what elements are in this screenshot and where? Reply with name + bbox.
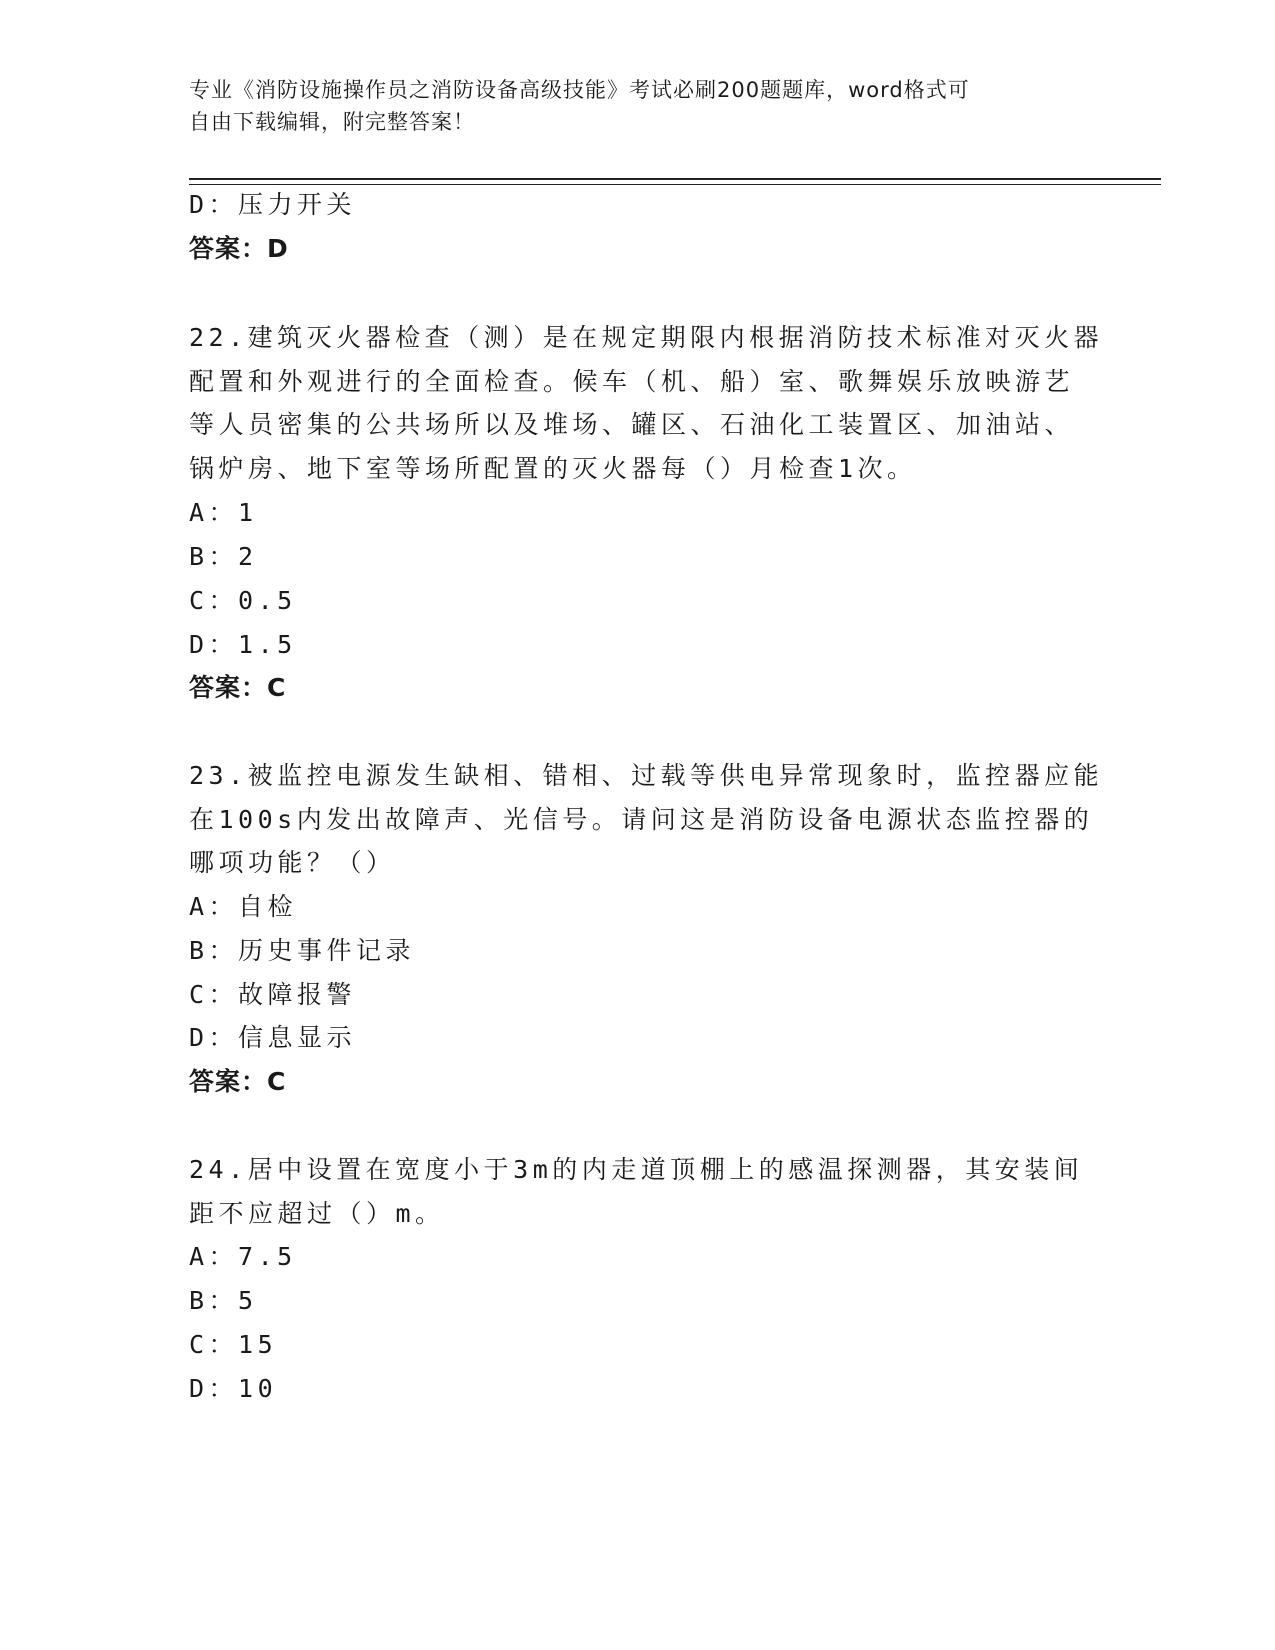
question-23-stem-line-2: 在100s内发出故障声、光信号。请问这是消防设备电源状态监控器的: [189, 805, 1094, 834]
question-24-option-a: A：7.5: [189, 1242, 297, 1271]
question-22-option-c: C：0.5: [189, 586, 297, 615]
question-23-option-c: C：故障报警: [189, 980, 357, 1009]
question-24-option-d: D：10: [189, 1374, 278, 1403]
header-rule-thin: [189, 184, 1161, 185]
question-22-option-a: A：1: [189, 498, 258, 527]
question-23-stem-line-1: 23.被监控电源发生缺相、错相、过载等供电异常现象时，监控器应能: [189, 761, 1104, 790]
answer-text: 答案：D: [189, 234, 289, 263]
question-23-stem-line-3: 哪项功能？（）: [189, 848, 396, 877]
question-22-stem-line-3: 等人员密集的公共场所以及堆场、罐区、石油化工装置区、加油站、: [189, 410, 1075, 439]
question-22-option-b: B：2: [189, 542, 258, 571]
question-24-option-c: C：15: [189, 1330, 278, 1359]
option-d: D：压力开关: [189, 190, 357, 219]
question-23-option-b: B：历史事件记录: [189, 936, 416, 965]
question-23-option-a: A：自检: [189, 892, 298, 921]
question-22-answer: 答案：C: [189, 673, 287, 702]
header-line-1: 专业《消防设施操作员之消防设备高级技能》考试必刷200题题库，word格式可: [189, 78, 970, 102]
page-header: [189, 74, 1089, 138]
question-23-option-d: D：信息显示: [189, 1023, 357, 1052]
header-line-2: 自由下载编辑，附完整答案！: [189, 110, 475, 134]
question-22-stem-line-2: 配置和外观进行的全面检查。候车（机、船）室、歌舞娱乐放映游艺: [189, 367, 1075, 396]
header-rule-thick: [189, 178, 1161, 180]
question-24-stem-line-1: 24.居中设置在宽度小于3m的内走道顶棚上的感温探测器，其安装间: [189, 1155, 1084, 1184]
question-24-stem-line-2: 距不应超过（）m。: [189, 1199, 445, 1228]
question-22-stem-line-4: 锅炉房、地下室等场所配置的灭火器每（）月检查1次。: [189, 454, 917, 483]
question-22-stem-line-1: 22.建筑灭火器检查（测）是在规定期限内根据消防技术标准对灭火器: [189, 323, 1104, 352]
question-24-option-b: B：5: [189, 1286, 258, 1315]
question-23-answer: 答案：C: [189, 1067, 287, 1096]
question-22-option-d: D：1.5: [189, 630, 297, 659]
